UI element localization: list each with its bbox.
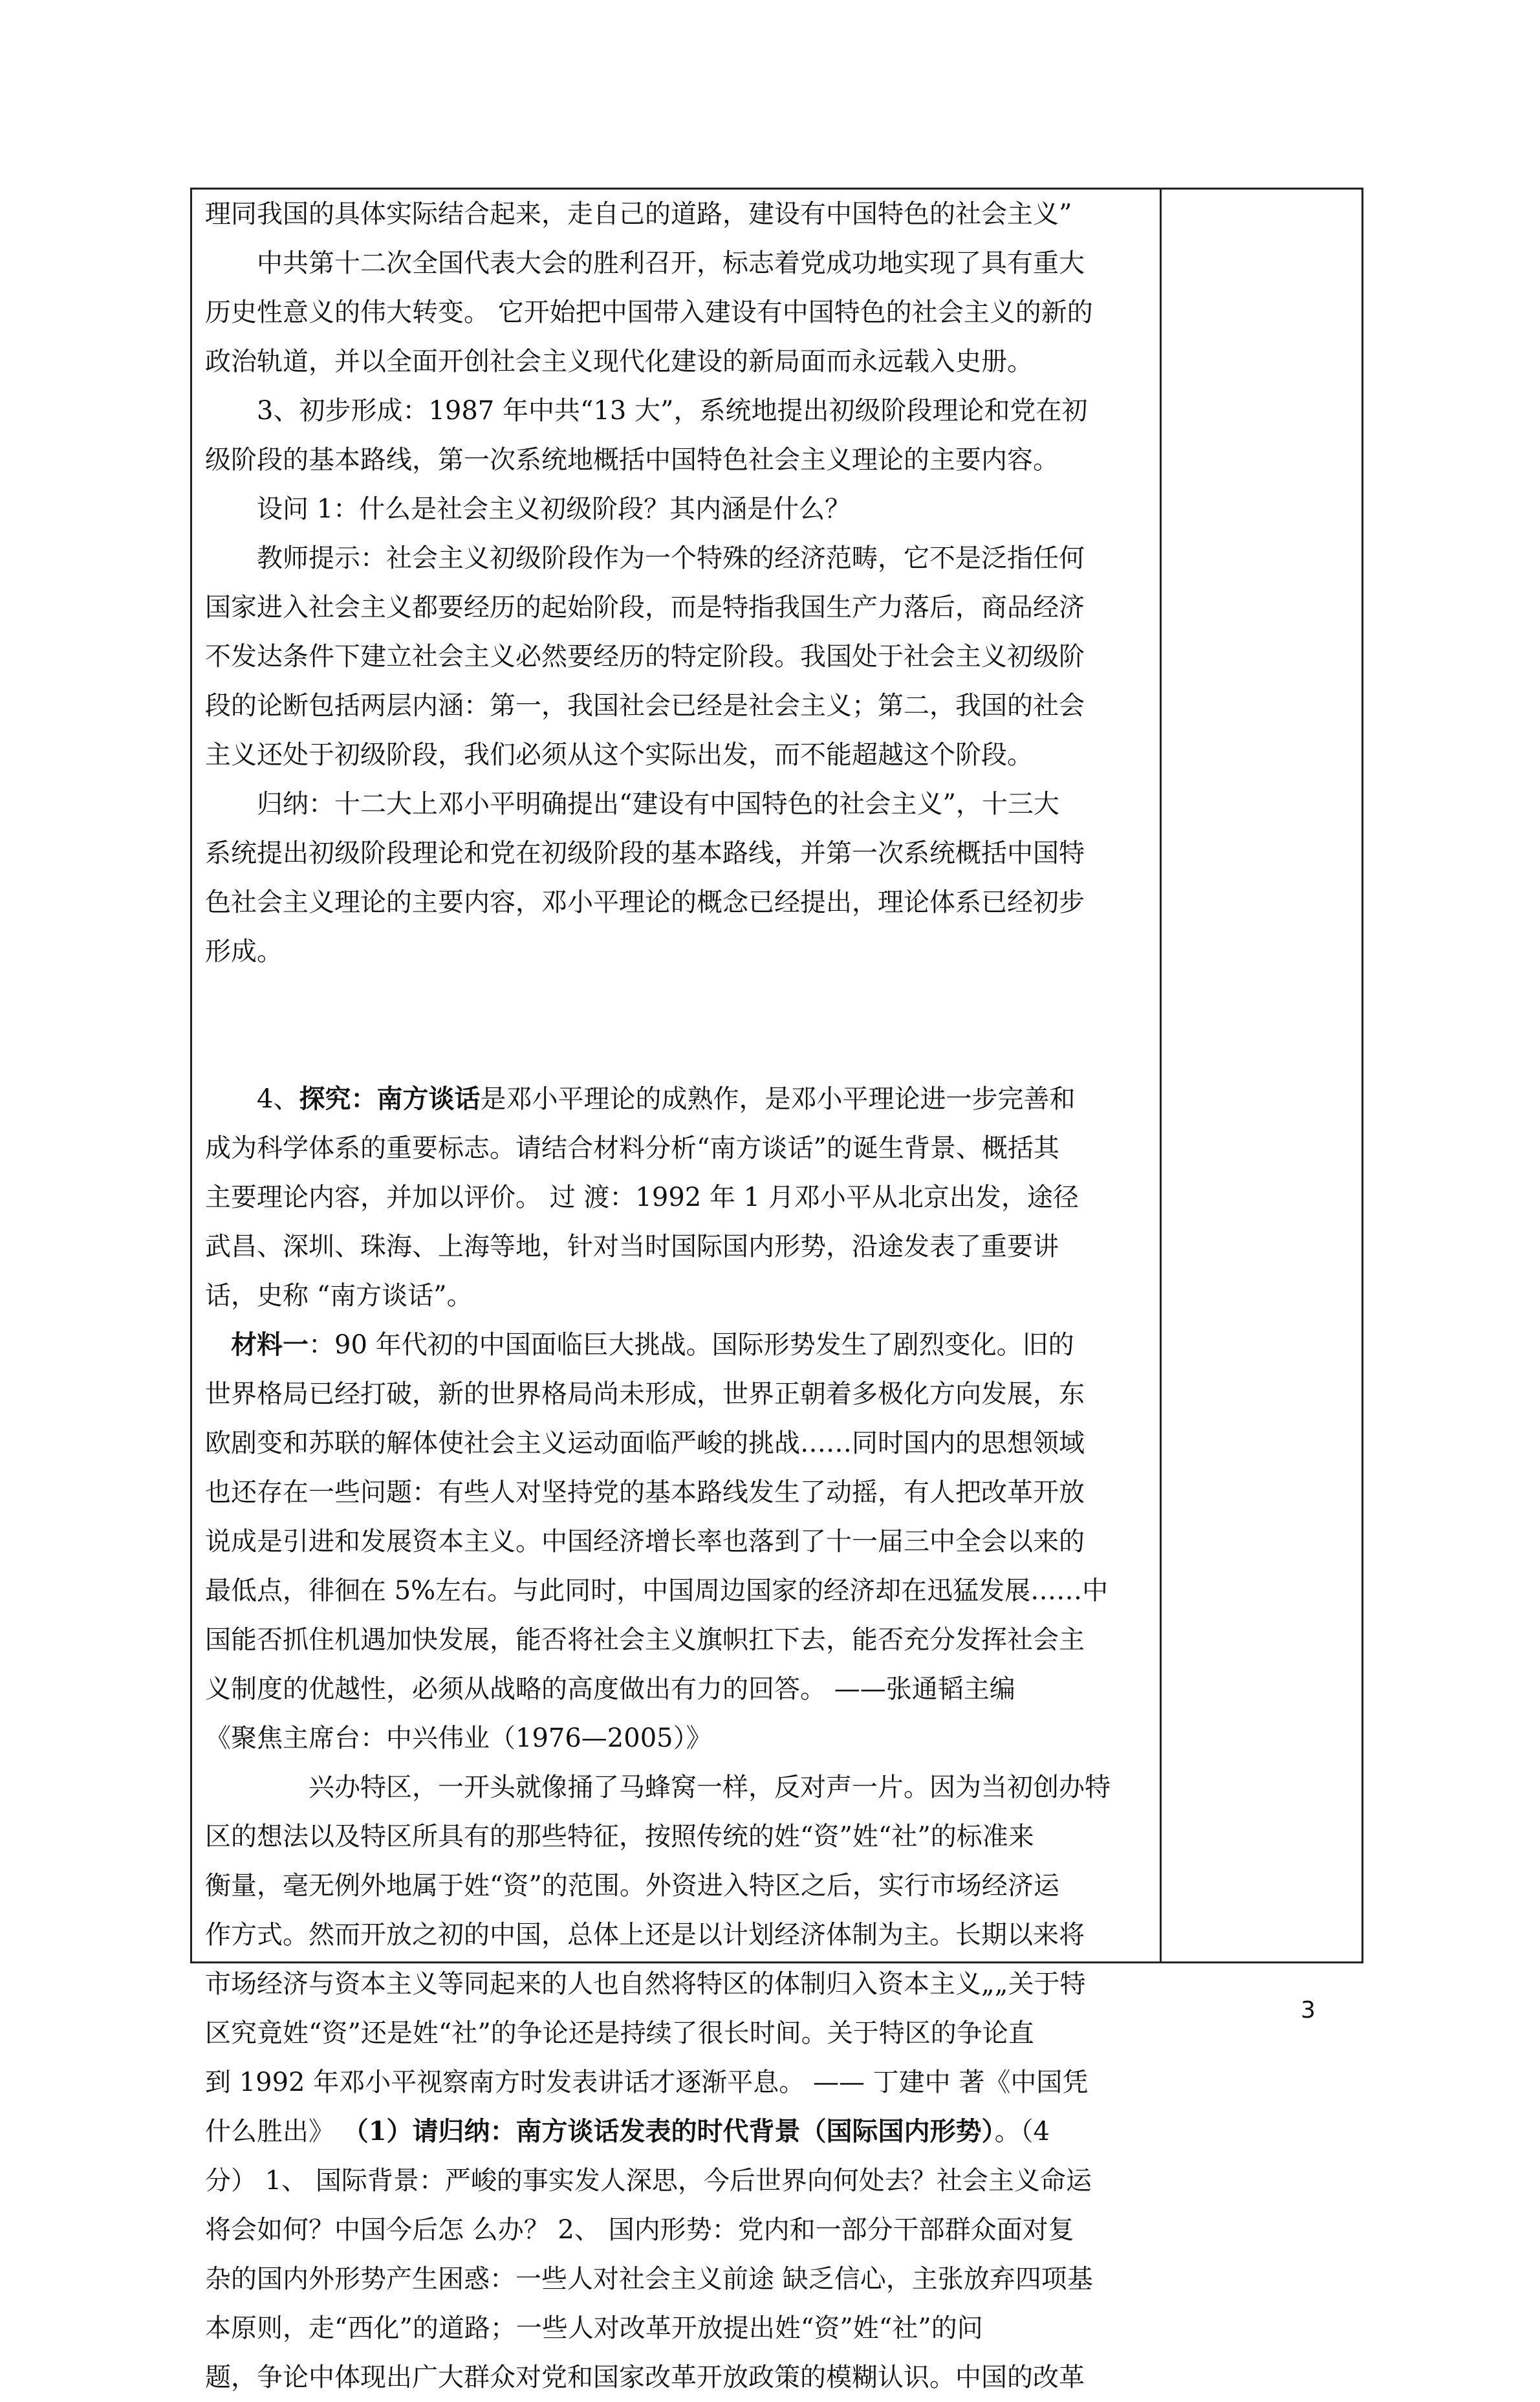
text-span: 4、 (257, 1084, 299, 1114)
text-line: 3、初步形成：1987 年中共“13 大”，系统地提出初级阶段理论和党在初 (257, 396, 1088, 426)
text-line: 分） 1、 国际背景：严峻的事实发人深思，今后世界向何处去？社会主义命运 (205, 2166, 1092, 2196)
text-line: 到 1992 年邓小平视察南方时发表讲话才逐渐平息。 —— 丁建中 著《中国凭 (205, 2068, 1089, 2097)
text-line (205, 976, 1151, 1025)
lesson-table (190, 188, 1363, 2392)
text-line: 成为科学体系的重要标志。请结合材料分析“南方谈话”的诞生背景、概括其 (205, 1133, 1059, 1163)
text-span: 什么胜出》 (205, 2117, 343, 2146)
text-span: 是邓小平理论的成熟作，是邓小平理论进一步完善和 (480, 1084, 1076, 1114)
text-line: 中共第十二次全国代表大会的胜利召开，标志着党成功地实现了具有重大 (257, 248, 1085, 278)
text-line: 理同我国的具体实际结合起来，走自己的道路，建设有中国特色的社会主义” (205, 199, 1072, 229)
text-line: 将会如何？中国今后怎 么办？ 2、 国内形势：党内和一部分干部群众面对复 (205, 2215, 1074, 2245)
text-line: 形成。 (205, 937, 283, 966)
text-line: 也还存在一些问题：有些人对坚持党的基本路线发生了动摇，有人把改革开放 (205, 1478, 1085, 1507)
text-line: 衡量，毫无例外地属于姓“资”的范围。外资进入特区之后，实行市场经济运 (205, 1871, 1059, 1901)
text-line: 设问 1：什么是社会主义初级阶段？其内涵是什么？ (257, 494, 851, 524)
text-line: 欧剧变和苏联的解体使社会主义运动面临严峻的挑战……同时国内的思想领域 (205, 1428, 1085, 1458)
text-line: 色社会主义理论的主要内容，邓小平理论的概念已经提出，理论体系已经初步 (205, 888, 1085, 917)
text-line: 归纳：十二大上邓小平明确提出“建设有中国特色的社会主义”，十三大 (257, 789, 1059, 819)
text-line: 说成是引进和发展资本主义。中国经济增长率也落到了十一届三中全会以来的 (205, 1527, 1085, 1556)
text-line: 杂的国内外形势产生困惑：一些人对社会主义前途 缺乏信心，主张放弃四项基 (205, 2264, 1093, 2294)
text-line: 义制度的优越性，必须从战略的高度做出有力的回答。 ——张通韬主编 (205, 1674, 1015, 1704)
text-line: 段的论断包括两层内涵：第一，我国社会已经是社会主义；第二，我国的社会 (205, 691, 1085, 721)
text-line: 本原则，走“西化”的道路；一些人对改革开放提出姓“资”姓“社”的问 (205, 2313, 983, 2343)
text-line: 作方式。然而开放之初的中国，总体上还是以计划经济体制为主。长期以来将 (205, 1920, 1085, 1950)
text-line: 武昌、深圳、珠海、上海等地，针对当时国际国内形势，沿途发表了重要讲 (205, 1232, 1059, 1261)
text-line (205, 2107, 1151, 2156)
text-line: 话，史称 “南方谈话”。 (205, 1281, 473, 1311)
column-divider (1160, 190, 1162, 1961)
text-span: ：90 年代初的中国面临巨大挑战。国际形势发生了剧烈变化。旧的 (309, 1330, 1074, 1360)
text-line: 主要理论内容，并加以评价。 过 渡：1992 年 1 月邓小平从北京出发，途径 (205, 1183, 1079, 1212)
lesson-content-cell (205, 190, 1151, 2402)
text-line: 最低点，徘徊在 5%左右。与此同时，中国周边国家的经济却在迅猛发展……中 (205, 1576, 1109, 1606)
text-line: 系统提出初级阶段理论和党在初级阶段的基本路线，并第一次系统概括中国特 (205, 838, 1085, 868)
text-line: 主义还处于初级阶段，我们必须从这个实际出发，而不能超越这个阶段。 (205, 740, 1033, 770)
text-line: 政治轨道，并以全面开创社会主义现代化建设的新局面而永远载入史册。 (205, 347, 1033, 377)
bold-text: （1）请归纳：南方谈话发表的时代背景（国际国内形势） (342, 2116, 995, 2146)
text-line: 国家进入社会主义都要经历的起始阶段，而是特指我国生产力落后，商品经济 (205, 593, 1085, 622)
text-line: 《聚焦主席台：中兴伟业（1976—2005）》 (205, 1723, 712, 1753)
text-line: 级阶段的基本路线，第一次系统地概括中国特色社会主义理论的主要内容。 (205, 445, 1059, 475)
bold-text: 材料一 (231, 1329, 309, 1360)
page-number: 3 (1301, 1997, 1316, 2024)
text-line (205, 1075, 1151, 1124)
text-line (205, 1025, 1151, 1075)
text-line: 历史性意义的伟大转变。 它开始把中国带入建设有中国特色的社会主义的新的 (205, 298, 1093, 327)
text-line: 兴办特区，一开头就像捅了马蜂窝一样，反对声一片。因为当初创办特 (309, 1773, 1111, 1802)
text-line: 市场经济与资本主义等同起来的人也自然将特区的体制归入资本主义„„关于特 (205, 1969, 1086, 1999)
text-line: 题，争论中体现出广大群众对党和国家改革开放政策的模糊认识。中国的改革 (205, 2363, 1085, 2392)
text-line: 区究竟姓“资”还是姓“社”的争论还是持续了很长时间。关于特区的争论直 (205, 2018, 1034, 2048)
text-line: 教师提示：社会主义初级阶段作为一个特殊的经济范畴，它不是泛指任何 (257, 543, 1085, 573)
text-line: 不发达条件下建立社会主义必然要经历的特定阶段。我国处于社会主义初级阶 (205, 642, 1085, 671)
text-span: 。（4 (994, 2117, 1050, 2146)
text-line: 国能否抓住机遇加快发展，能否将社会主义旗帜扛下去，能否充分发挥社会主 (205, 1625, 1085, 1655)
text-line: 世界格局已经打破，新的世界格局尚未形成，世界正朝着多极化方向发展，东 (205, 1379, 1085, 1409)
text-line (205, 1320, 1151, 1370)
bold-text: 探究：南方谈话 (299, 1084, 481, 1114)
text-line: 区的想法以及特区所具有的那些特征，按照传统的姓“资”姓“社”的标准来 (205, 1822, 1034, 1851)
